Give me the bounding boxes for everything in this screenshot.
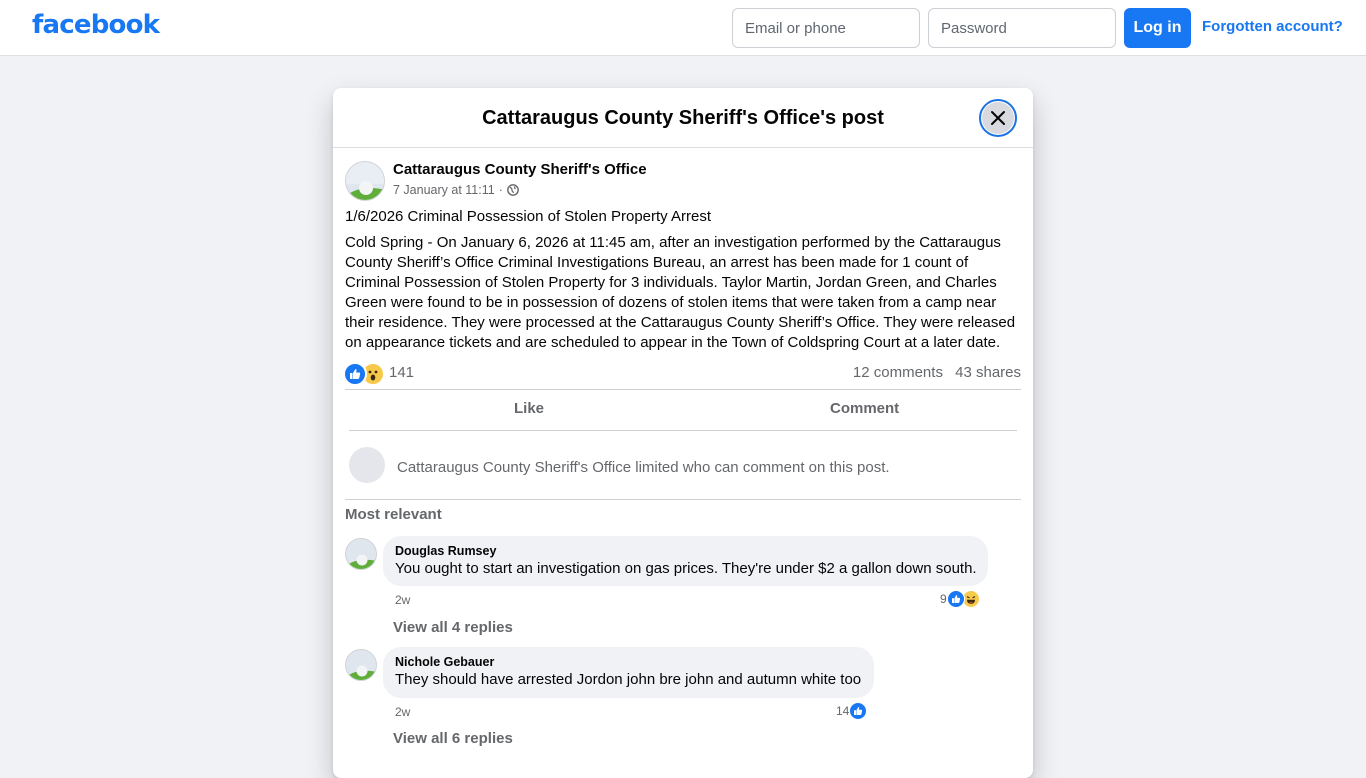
divider <box>345 499 1021 500</box>
email-field[interactable] <box>732 8 920 48</box>
post-title: 1/6/2026 Criminal Possession of Stolen Property Arrest <box>345 208 712 225</box>
top-bar <box>0 0 1366 56</box>
post-stats <box>845 364 1021 381</box>
like-button[interactable]: Like <box>514 400 545 417</box>
limited-notice-text: Cattaraugus County Sheriff's Office limited who can comment on this post. <box>397 459 890 476</box>
comment-reaction-count: 14 <box>836 704 850 718</box>
forgotten-account-link[interactable]: Forgotten account? <box>1202 18 1343 35</box>
post-meta <box>393 183 519 197</box>
comment-text: You ought to start an investigation on gas prices. They're under $2 a gallon down south. <box>395 560 977 577</box>
shares-count[interactable]: 43 shares <box>955 364 1021 381</box>
comment-button[interactable]: Comment <box>830 400 900 417</box>
comment-timestamp[interactable]: 2w <box>395 593 411 607</box>
like-icon <box>849 702 867 720</box>
post-date[interactable]: 7 January at 11:11 <box>393 183 495 197</box>
comment-reactions[interactable] <box>836 702 867 720</box>
meta-separator: · <box>498 183 503 197</box>
view-replies-link[interactable]: View all 6 replies <box>393 730 513 747</box>
avatar-placeholder <box>349 447 385 483</box>
page-avatar[interactable] <box>345 161 385 201</box>
commenter-avatar[interactable] <box>345 649 377 681</box>
commenter-name[interactable]: Douglas Rumsey <box>395 544 497 558</box>
comment-timestamp[interactable]: 2w <box>395 705 411 719</box>
view-replies-link[interactable]: View all 4 replies <box>393 619 513 636</box>
close-icon <box>990 110 1006 126</box>
comment-reaction-count: 9 <box>940 592 947 606</box>
login-button[interactable]: Log in <box>1124 8 1191 48</box>
post-dialog <box>333 88 1033 778</box>
facebook-logo[interactable]: facebook <box>32 10 160 40</box>
reaction-count[interactable]: 141 <box>389 364 415 381</box>
globe-icon <box>507 184 519 196</box>
close-button[interactable] <box>979 99 1017 137</box>
post-author-name[interactable]: Cattaraugus County Sheriff's Office <box>393 161 647 178</box>
comments-count[interactable]: 12 comments <box>852 364 943 381</box>
comment-text: They should have arrested Jordon john bre john and autumn white too <box>395 671 862 688</box>
reactions-row <box>345 361 1021 383</box>
like-icon <box>947 590 965 608</box>
comment-bubble <box>383 536 988 586</box>
divider <box>349 430 1017 431</box>
dialog-header <box>333 88 1033 148</box>
password-field[interactable] <box>928 8 1116 48</box>
post-body: Cold Spring - On January 6, 2026 at 11:45 am, after an investigation performed by the Cattaraugus County Sheriff’s Office Criminal Investigations Bureau, an arrest has been made for 1 count of Criminal Possession of Stolen Property for 3 individuals. Taylor Martin, Jordan Green, and Charles Green were found to be in possession of dozens of stolen items that were taken from a camp near their residence. They were processed at the Cattaraugus County Sheriff’s Office. They were released on appearance tickets and are scheduled to appear in the Town of Coldspring Court at a later date. <box>345 234 1016 351</box>
commenter-name[interactable]: Nichole Gebauer <box>395 655 495 669</box>
comment-bubble <box>383 647 874 698</box>
comment-sort-selector[interactable]: Most relevant <box>345 506 442 523</box>
divider <box>345 389 1021 390</box>
like-icon[interactable] <box>343 362 367 386</box>
commenter-avatar[interactable] <box>345 538 377 570</box>
comment-reactions[interactable] <box>940 590 980 608</box>
dialog-title: Cattaraugus County Sheriff's Office's post <box>482 107 884 129</box>
